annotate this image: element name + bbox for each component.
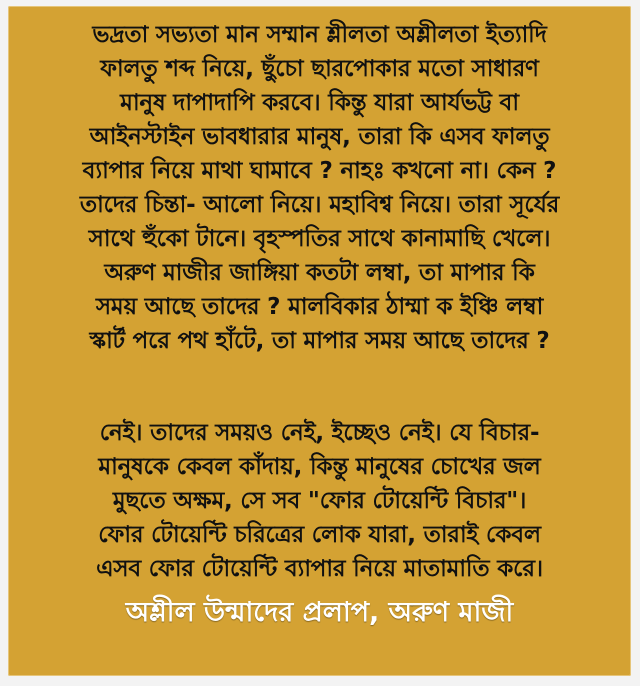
text-line: মুছতে অক্ষম, সে সব "ফোর টোয়েন্টি বিচার"।	[112, 488, 527, 514]
text-line: ফোর টোয়েন্টি চরিত্রের লোক যারা, তারাই কেবল	[98, 522, 541, 548]
text-line: অরুণ মাজীর জাঙ্গিয়া কতটা লম্বা, তা মাপার কি	[104, 260, 535, 286]
text-line: তাদের চিন্তা- আলো নিয়ে। মহাবিশ্ব নিয়ে। তারা সূর্যের	[79, 192, 560, 218]
text-line: আইনস্টাইন ভাবধারার মানুষ, তারা কি এসব ফালতু	[89, 124, 550, 150]
text-line: মানুষকে কেবল কাঁদায়, কিন্তু মানুষের চোখের জল	[98, 454, 541, 480]
text-line: ভদ্রতা সভ্যতা মান সম্মান শ্লীলতা অশ্লীলতা ইত্যাদি	[92, 22, 547, 48]
quote-card	[8, 6, 631, 676]
text-line: সময় আছে তাদের ? মালবিকার ঠাম্মা ক ইঞ্চি লম্বা	[95, 294, 544, 320]
text-line: ফালতু শব্দ নিয়ে, ছুঁচো ছারপোকার মতো সাধারণ	[100, 56, 539, 82]
footer-title: অশ্লীল উন্মাদের প্রলাপ, অরুণ মাজী	[125, 597, 514, 628]
text-line: সাথে হুঁকো টানে। বৃহস্পতির সাথে কানামাছি খেলে।	[88, 226, 551, 252]
text-line: নেই। তাদের সময়ও নেই, ইচ্ছেও নেই। যে বিচার-	[99, 420, 540, 446]
text-line: মানুষ দাপাদাপি করবে। কিন্তু যারা আর্যভট্ট বা	[120, 90, 519, 116]
text-line: স্কার্ট পরে পথ হাঁটে, তা মাপার সময় আছে তাদের ?	[89, 328, 550, 354]
text-line: ব্যাপার নিয়ে মাথা ঘামাবে ? নাহঃ কখনো না। কেন ?	[82, 158, 557, 184]
text-line: এসব ফোর টোয়েন্টি ব্যাপার নিয়ে মাতামাতি করে।	[96, 556, 543, 582]
